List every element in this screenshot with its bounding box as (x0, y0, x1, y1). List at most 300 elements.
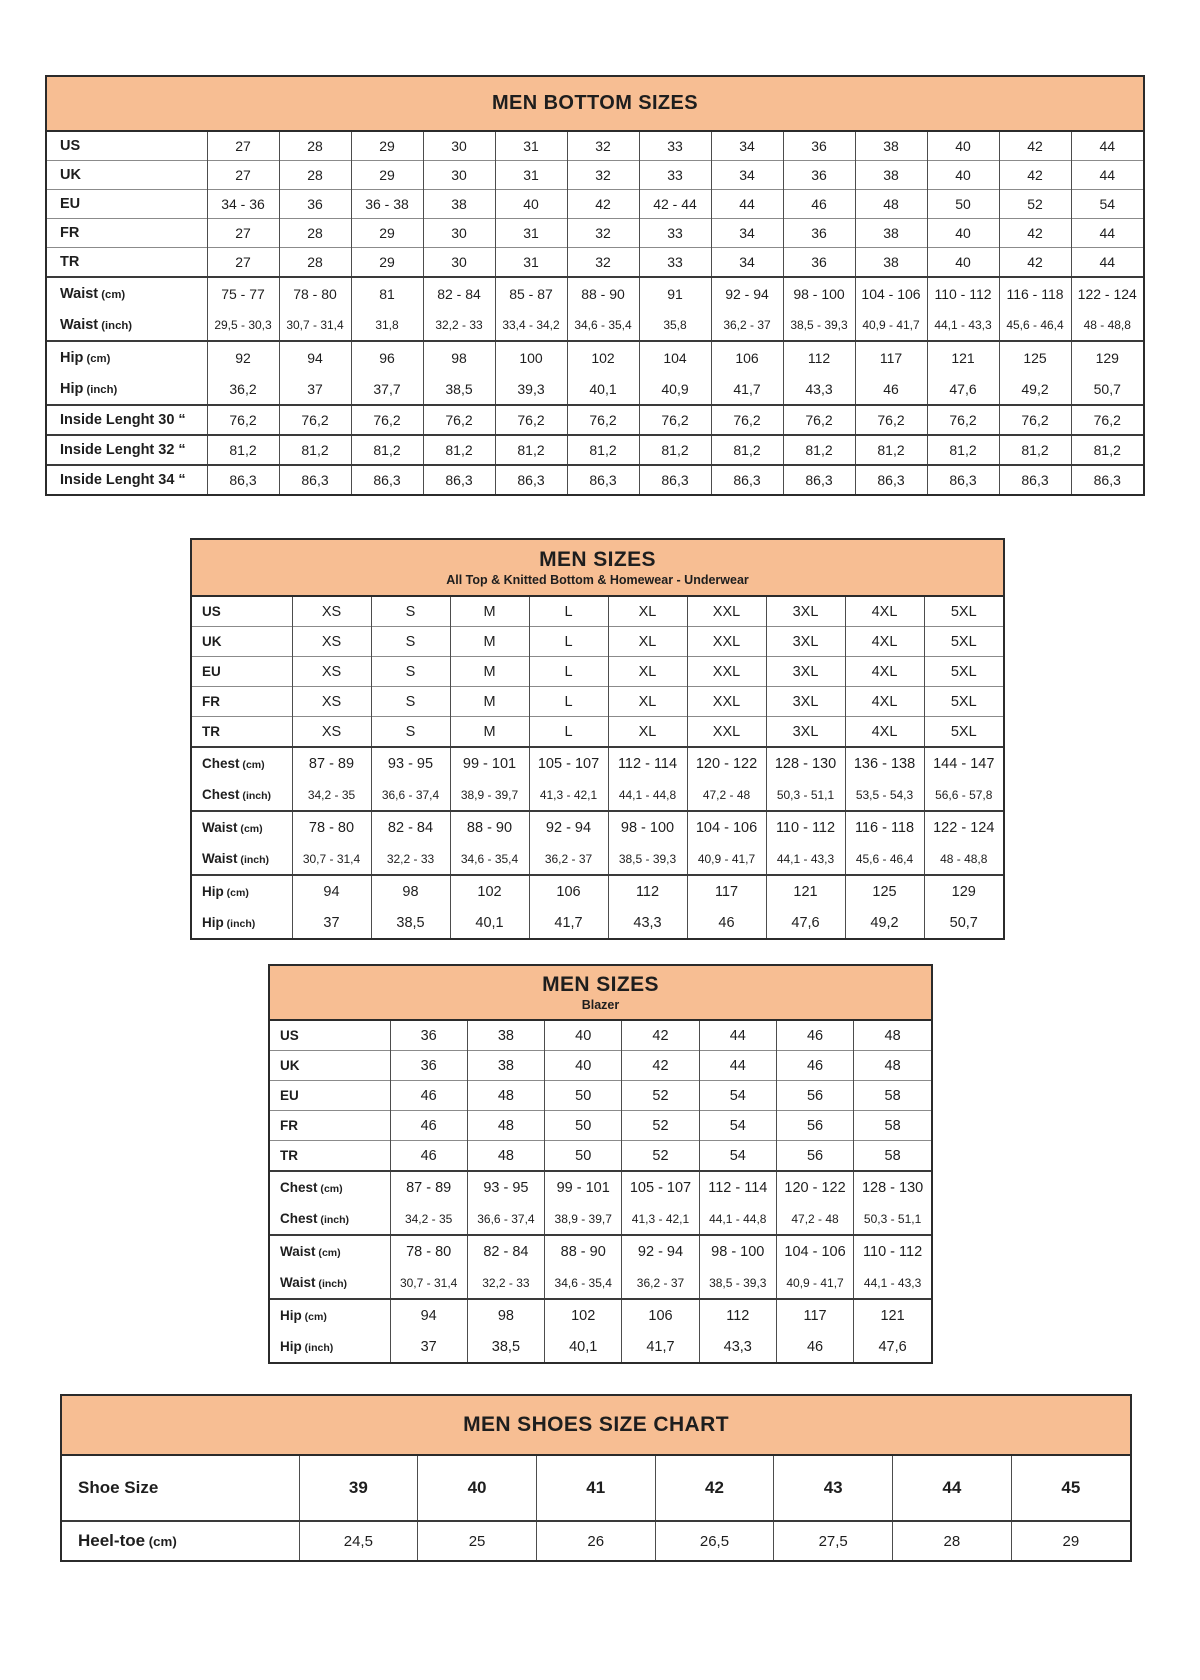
value-cell: XXL (687, 627, 766, 657)
value-cell: 36 (279, 190, 351, 219)
value-cell: 38,9 - 39,7 (545, 1203, 622, 1235)
value-cell: 92 - 94 (711, 277, 783, 309)
table-row (47, 248, 1143, 278)
value-cell: 112 (608, 875, 687, 907)
table-subtitle: All Top & Knitted Bottom & Homewear - Underwear (446, 573, 749, 587)
value-cell: 38,5 - 39,3 (699, 1267, 776, 1299)
value-cell: 48 (467, 1111, 544, 1141)
row-label: FR (47, 219, 207, 248)
value-cell: 40 (927, 248, 999, 278)
value-cell: 31 (495, 219, 567, 248)
value-cell: 76,2 (639, 405, 711, 435)
value-cell: 81,2 (567, 435, 639, 465)
table-row (192, 811, 1003, 843)
value-cell: 30,7 - 31,4 (292, 843, 371, 875)
value-cell: 30 (423, 248, 495, 278)
value-cell: 117 (776, 1299, 853, 1331)
value-cell: 81,2 (783, 435, 855, 465)
table-row (192, 843, 1003, 875)
value-cell: 76,2 (279, 405, 351, 435)
value-cell: 87 - 89 (390, 1171, 467, 1203)
men-shoes-size-table (60, 1394, 1132, 1562)
value-cell: 86,3 (423, 465, 495, 494)
row-label: Hip (inch) (202, 915, 256, 930)
value-cell: 94 (390, 1299, 467, 1331)
value-cell: 41,7 (711, 373, 783, 405)
value-cell: 75 - 77 (207, 277, 279, 309)
value-cell: 3XL (766, 657, 845, 687)
table-title-bar (62, 1396, 1130, 1456)
value-cell: 45,6 - 46,4 (845, 843, 924, 875)
value-cell: 4XL (845, 687, 924, 717)
value-cell: 122 - 124 (924, 811, 1003, 843)
table-row (270, 1051, 931, 1081)
table-row (270, 1331, 931, 1362)
value-cell: 34 (711, 248, 783, 278)
row-label: Inside Lenght 30 “ (47, 405, 207, 435)
value-cell: 92 - 94 (622, 1235, 699, 1267)
row-label: Chest (inch) (280, 1211, 350, 1226)
value-cell: 46 (783, 190, 855, 219)
row-label: EU (192, 657, 292, 687)
value-cell: 87 - 89 (292, 747, 371, 779)
value-cell: 98 (467, 1299, 544, 1331)
value-cell: 46 (390, 1111, 467, 1141)
value-cell: 41,3 - 42,1 (622, 1203, 699, 1235)
value-cell: 88 - 90 (567, 277, 639, 309)
value-cell: 38 (855, 219, 927, 248)
table-title: MEN SIZES (539, 548, 656, 571)
value-cell: 34,2 - 35 (292, 779, 371, 811)
value-cell: 120 - 122 (687, 747, 766, 779)
value-cell: L (529, 657, 608, 687)
value-cell: 48 (467, 1141, 544, 1172)
value-cell: 96 (351, 341, 423, 373)
value-cell: 31 (495, 248, 567, 278)
value-cell: 116 - 118 (845, 811, 924, 843)
value-cell: 76,2 (351, 405, 423, 435)
value-cell: L (529, 717, 608, 748)
value-cell: 25 (418, 1521, 537, 1560)
value-cell: 56 (776, 1141, 853, 1172)
value-cell: 86,3 (1071, 465, 1143, 494)
value-cell: 36 (783, 219, 855, 248)
value-cell: XS (292, 597, 371, 627)
row-label: Waist (cm) (47, 277, 207, 309)
value-cell: 45 (1011, 1456, 1130, 1521)
value-cell: M (450, 717, 529, 748)
row-label: Hip (inch) (60, 380, 118, 397)
value-cell: 38 (467, 1051, 544, 1081)
value-cell: 30 (423, 219, 495, 248)
value-cell: 44 (699, 1021, 776, 1051)
value-cell: XL (608, 657, 687, 687)
value-cell: 33,4 - 34,2 (495, 309, 567, 341)
value-cell: 26 (536, 1521, 655, 1560)
row-label: FR (270, 1111, 390, 1141)
value-cell: 102 (450, 875, 529, 907)
value-cell: 104 - 106 (776, 1235, 853, 1267)
value-cell: 37 (390, 1331, 467, 1362)
table-row (270, 1141, 931, 1172)
value-cell: 38 (855, 132, 927, 161)
value-cell: 36 (783, 132, 855, 161)
table-row (192, 747, 1003, 779)
row-label: Chest (inch) (202, 787, 272, 802)
value-cell: 28 (893, 1521, 1012, 1560)
row-label: Inside Lenght 34 “ (47, 465, 207, 494)
value-cell: 44 (893, 1456, 1012, 1521)
table-row (192, 907, 1003, 938)
value-cell: 122 - 124 (1071, 277, 1143, 309)
value-cell: 106 (711, 341, 783, 373)
table-row (192, 687, 1003, 717)
value-cell: 31,8 (351, 309, 423, 341)
value-cell: 48 (854, 1051, 931, 1081)
value-cell: 92 - 94 (529, 811, 608, 843)
value-cell: 44 (1071, 219, 1143, 248)
value-cell: 5XL (924, 717, 1003, 748)
table-row (47, 405, 1143, 435)
value-cell: 45,6 - 46,4 (999, 309, 1071, 341)
value-cell: 86,3 (567, 465, 639, 494)
row-label: US (202, 604, 221, 619)
value-cell: 46 (855, 373, 927, 405)
value-cell: 32 (567, 161, 639, 190)
table-row (62, 1456, 1130, 1521)
row-label: US (280, 1028, 299, 1043)
row-label: FR (192, 687, 292, 717)
size-chart-page (0, 75, 1200, 1562)
value-cell: 31 (495, 161, 567, 190)
value-cell: 44 (1071, 161, 1143, 190)
value-cell: 42 - 44 (639, 190, 711, 219)
value-cell: 36,2 - 37 (529, 843, 608, 875)
row-label: TR (47, 248, 207, 278)
row-label: Heel-toe (cm) (62, 1521, 299, 1560)
value-cell: 50 (927, 190, 999, 219)
value-cell: M (450, 687, 529, 717)
row-label: Hip (inch) (280, 1339, 334, 1354)
value-cell: XXL (687, 717, 766, 748)
value-cell: XL (608, 717, 687, 748)
value-cell: 56,6 - 57,8 (924, 779, 1003, 811)
value-cell: 76,2 (855, 405, 927, 435)
value-cell: 104 - 106 (855, 277, 927, 309)
value-cell: 36 (390, 1021, 467, 1051)
value-cell: 76,2 (927, 405, 999, 435)
value-cell: XXL (687, 687, 766, 717)
value-cell: 54 (1071, 190, 1143, 219)
value-cell: 106 (529, 875, 608, 907)
value-cell: L (529, 597, 608, 627)
value-cell: XL (608, 627, 687, 657)
value-cell: 106 (622, 1299, 699, 1331)
value-cell: 29 (351, 132, 423, 161)
value-cell: 48 (854, 1021, 931, 1051)
value-cell: 110 - 112 (766, 811, 845, 843)
table-title-bar (192, 540, 1003, 597)
value-cell: 46 (390, 1141, 467, 1172)
value-cell: 34,6 - 35,4 (545, 1267, 622, 1299)
value-cell: M (450, 657, 529, 687)
row-label: Waist (inch) (280, 1275, 348, 1290)
value-cell: 36,2 - 37 (711, 309, 783, 341)
value-cell: 56 (776, 1081, 853, 1111)
table-row (270, 1111, 931, 1141)
value-cell: 29,5 - 30,3 (207, 309, 279, 341)
value-cell: 40 (495, 190, 567, 219)
row-label: Waist (cm) (270, 1235, 390, 1267)
value-cell: 36,6 - 37,4 (371, 779, 450, 811)
size-grid (192, 597, 1003, 938)
value-cell: 85 - 87 (495, 277, 567, 309)
value-cell: L (529, 627, 608, 657)
value-cell: 40 (927, 219, 999, 248)
value-cell: 81,2 (999, 435, 1071, 465)
value-cell: 76,2 (423, 405, 495, 435)
men-bottom-sizes-table (45, 75, 1145, 496)
value-cell: 37 (292, 907, 371, 938)
value-cell: 82 - 84 (467, 1235, 544, 1267)
table-title-bar (270, 966, 931, 1021)
value-cell: 32,2 - 33 (423, 309, 495, 341)
value-cell: 48 (467, 1081, 544, 1111)
value-cell: 105 - 107 (622, 1171, 699, 1203)
value-cell: XXL (687, 657, 766, 687)
value-cell: 50,7 (924, 907, 1003, 938)
men-sizes-blazer-table (268, 964, 933, 1364)
value-cell: 46 (776, 1331, 853, 1362)
value-cell: 47,2 - 48 (776, 1203, 853, 1235)
row-label: Waist (cm) (192, 811, 292, 843)
table-row (192, 717, 1003, 748)
value-cell: 46 (687, 907, 766, 938)
value-cell: 81,2 (855, 435, 927, 465)
value-cell: 33 (639, 248, 711, 278)
value-cell: 42 (622, 1051, 699, 1081)
table-row (192, 627, 1003, 657)
table-row (47, 219, 1143, 248)
size-grid (62, 1456, 1130, 1560)
value-cell: 33 (639, 219, 711, 248)
value-cell: 3XL (766, 597, 845, 627)
value-cell: 40,1 (545, 1331, 622, 1362)
value-cell: 34,2 - 35 (390, 1203, 467, 1235)
value-cell: 42 (999, 219, 1071, 248)
value-cell: 38 (855, 248, 927, 278)
value-cell: 78 - 80 (292, 811, 371, 843)
value-cell: 35,8 (639, 309, 711, 341)
table-row (270, 1171, 931, 1203)
value-cell: 34 (711, 219, 783, 248)
value-cell: XL (608, 597, 687, 627)
value-cell: 40 (927, 132, 999, 161)
value-cell: 120 - 122 (776, 1171, 853, 1203)
value-cell: 99 - 101 (450, 747, 529, 779)
table-row (47, 277, 1143, 309)
value-cell: 30 (423, 161, 495, 190)
value-cell: 41,7 (622, 1331, 699, 1362)
value-cell: 27 (207, 132, 279, 161)
value-cell: 47,6 (766, 907, 845, 938)
value-cell: 48 - 48,8 (924, 843, 1003, 875)
value-cell: 26,5 (655, 1521, 774, 1560)
value-cell: 112 (699, 1299, 776, 1331)
value-cell: 5XL (924, 687, 1003, 717)
value-cell: S (371, 717, 450, 748)
value-cell: 81,2 (639, 435, 711, 465)
value-cell: 42 (567, 190, 639, 219)
value-cell: 50 (545, 1081, 622, 1111)
value-cell: 86,3 (927, 465, 999, 494)
value-cell: 32 (567, 248, 639, 278)
value-cell: 81,2 (207, 435, 279, 465)
value-cell: XS (292, 627, 371, 657)
value-cell: 36 (783, 248, 855, 278)
value-cell: 81,2 (927, 435, 999, 465)
table-title-bar (47, 77, 1143, 132)
value-cell: 36,2 (207, 373, 279, 405)
table-row (47, 190, 1143, 219)
value-cell: 4XL (845, 717, 924, 748)
value-cell: 30,7 - 31,4 (279, 309, 351, 341)
row-label: TR (192, 717, 292, 748)
table-row (270, 1235, 931, 1267)
value-cell: 5XL (924, 657, 1003, 687)
value-cell: 99 - 101 (545, 1171, 622, 1203)
value-cell: 112 (783, 341, 855, 373)
value-cell: 28 (279, 161, 351, 190)
row-label: Hip (cm) (192, 875, 292, 907)
value-cell: 121 (927, 341, 999, 373)
value-cell: M (450, 597, 529, 627)
value-cell: 34,6 - 35,4 (567, 309, 639, 341)
value-cell: 40,1 (450, 907, 529, 938)
value-cell: 76,2 (1071, 405, 1143, 435)
value-cell: 50,7 (1071, 373, 1143, 405)
table-row (270, 1267, 931, 1299)
value-cell: 42 (655, 1456, 774, 1521)
value-cell: 40,9 - 41,7 (687, 843, 766, 875)
value-cell: 38,5 (371, 907, 450, 938)
value-cell: 49,2 (845, 907, 924, 938)
value-cell: 50 (545, 1141, 622, 1172)
value-cell: 44 (699, 1051, 776, 1081)
value-cell: 136 - 138 (845, 747, 924, 779)
row-label: Chest (cm) (192, 747, 292, 779)
value-cell: S (371, 627, 450, 657)
value-cell: 76,2 (783, 405, 855, 435)
value-cell: 76,2 (999, 405, 1071, 435)
table-row (270, 1081, 931, 1111)
value-cell: 104 - 106 (687, 811, 766, 843)
value-cell: 40 (927, 161, 999, 190)
value-cell: 40 (418, 1456, 537, 1521)
value-cell: 32 (567, 132, 639, 161)
row-label: EU (47, 190, 207, 219)
row-label: UK (47, 161, 207, 190)
table-title: MEN SHOES SIZE CHART (463, 1413, 729, 1436)
value-cell: 38 (423, 190, 495, 219)
value-cell: 42 (999, 248, 1071, 278)
table-row (270, 1021, 931, 1051)
value-cell: 116 - 118 (999, 277, 1071, 309)
value-cell: 76,2 (567, 405, 639, 435)
table-row (62, 1521, 1130, 1560)
value-cell: 144 - 147 (924, 747, 1003, 779)
value-cell: 44,1 - 43,3 (854, 1267, 931, 1299)
table-row (192, 597, 1003, 627)
value-cell: 128 - 130 (766, 747, 845, 779)
value-cell: 4XL (845, 657, 924, 687)
value-cell: 40,9 - 41,7 (776, 1267, 853, 1299)
value-cell: 81,2 (423, 435, 495, 465)
value-cell: 112 - 114 (699, 1171, 776, 1203)
value-cell: XS (292, 717, 371, 748)
table-row (192, 657, 1003, 687)
value-cell: 91 (639, 277, 711, 309)
value-cell: 52 (622, 1111, 699, 1141)
table-subtitle: Blazer (581, 998, 620, 1012)
value-cell: 29 (351, 161, 423, 190)
value-cell: 92 (207, 341, 279, 373)
value-cell: L (529, 687, 608, 717)
value-cell: 82 - 84 (371, 811, 450, 843)
value-cell: 100 (495, 341, 567, 373)
value-cell: 58 (854, 1081, 931, 1111)
value-cell: 4XL (845, 627, 924, 657)
value-cell: 36,6 - 37,4 (467, 1203, 544, 1235)
value-cell: 98 (371, 875, 450, 907)
value-cell: 37 (279, 373, 351, 405)
value-cell: 38,5 - 39,3 (608, 843, 687, 875)
value-cell: 24,5 (299, 1521, 418, 1560)
value-cell: 52 (999, 190, 1071, 219)
value-cell: 38 (467, 1021, 544, 1051)
value-cell: 58 (854, 1111, 931, 1141)
value-cell: 44 (1071, 132, 1143, 161)
value-cell: 47,6 (927, 373, 999, 405)
table-row (47, 373, 1143, 405)
value-cell: 44,1 - 44,8 (699, 1203, 776, 1235)
row-label: Hip (cm) (270, 1299, 390, 1331)
table-row (47, 435, 1143, 465)
value-cell: 42 (999, 161, 1071, 190)
value-cell: 36 - 38 (351, 190, 423, 219)
value-cell: 58 (854, 1141, 931, 1172)
value-cell: XS (292, 657, 371, 687)
value-cell: 36,2 - 37 (622, 1267, 699, 1299)
value-cell: 32,2 - 33 (467, 1267, 544, 1299)
value-cell: XL (608, 687, 687, 717)
value-cell: 86,3 (999, 465, 1071, 494)
value-cell: 31 (495, 132, 567, 161)
value-cell: 44,1 - 43,3 (766, 843, 845, 875)
table-row (192, 875, 1003, 907)
value-cell: 98 - 100 (699, 1235, 776, 1267)
value-cell: 29 (351, 219, 423, 248)
value-cell: 44,1 - 43,3 (927, 309, 999, 341)
table-row (47, 341, 1143, 373)
value-cell: S (371, 597, 450, 627)
value-cell: 52 (622, 1081, 699, 1111)
value-cell: 50,3 - 51,1 (854, 1203, 931, 1235)
value-cell: 98 - 100 (608, 811, 687, 843)
value-cell: 38,9 - 39,7 (450, 779, 529, 811)
value-cell: 86,3 (207, 465, 279, 494)
value-cell: 81,2 (711, 435, 783, 465)
